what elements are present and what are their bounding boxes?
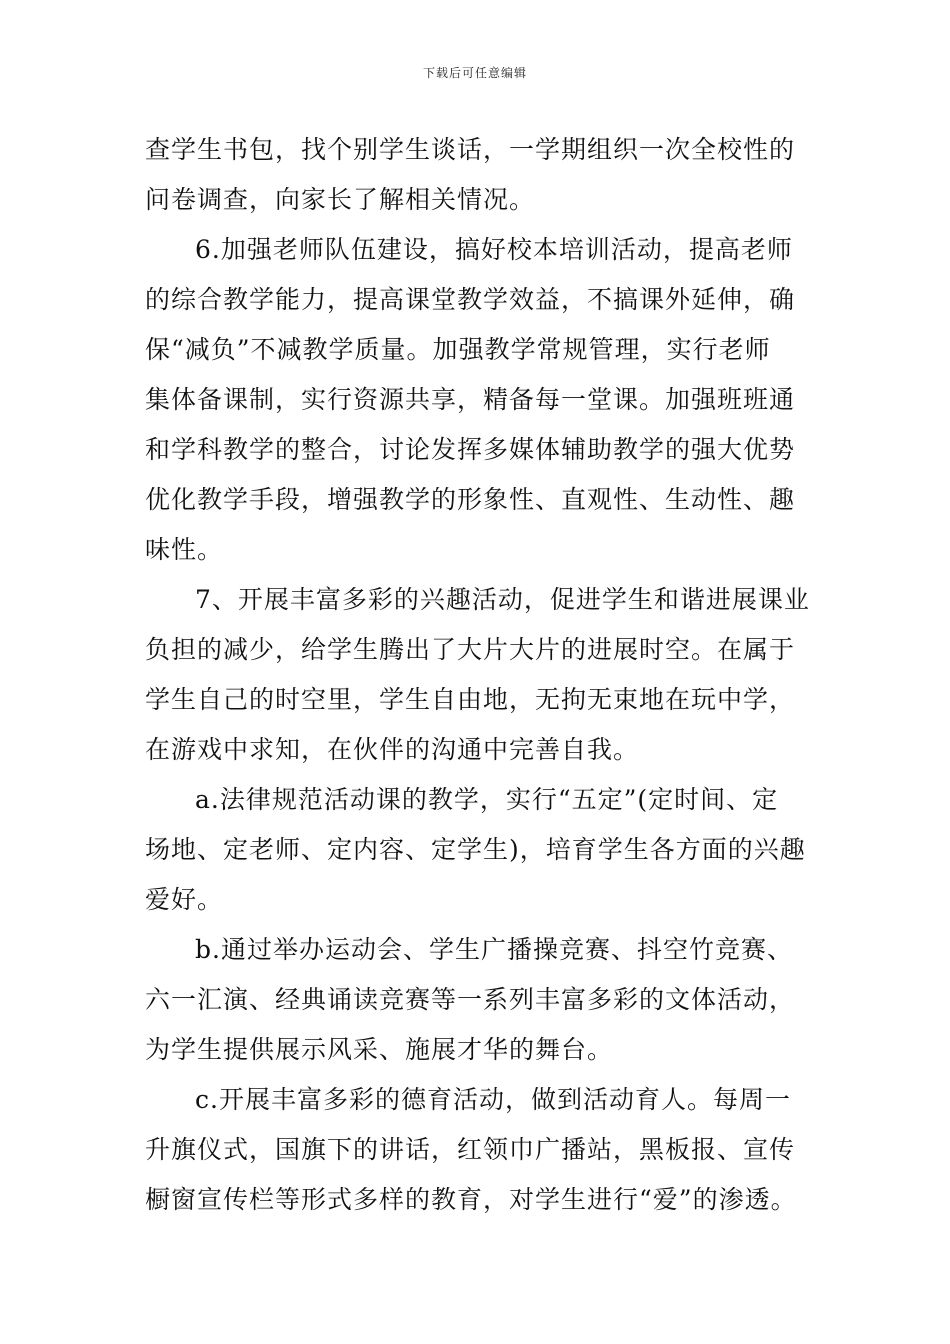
- text-line: 负担的减少，给学生腾出了大片大片的进展时空。在属于: [145, 635, 796, 664]
- text-line: 查学生书包，找个别学生谈话，一学期组织一次全校性的: [145, 135, 796, 164]
- text-line: 升旗仪式，国旗下的讲话，红领巾广播站，黑板报、宣传: [145, 1135, 796, 1164]
- text-line: 的综合教学能力，提高课堂教学效益，不搞课外延伸，确: [145, 285, 796, 314]
- text-line: 6.加强老师队伍建设，搞好校本培训活动，提高老师: [195, 235, 793, 264]
- text-line: 为学生提供展示风采、施展才华的舞台。: [145, 1035, 614, 1064]
- text-line: 集体备课制，实行资源共享，精备每一堂课。加强班班通: [145, 385, 796, 414]
- text-line: 学生自己的时空里，学生自由地，无拘无束地在玩中学，: [145, 685, 796, 714]
- text-line: 7、开展丰富多彩的兴趣活动，促进学生和谐进展课业: [195, 585, 810, 614]
- text-line: 六一汇演、经典诵读竞赛等一系列丰富多彩的文体活动，: [145, 985, 796, 1014]
- text-line: 在游戏中求知，在伙伴的沟通中完善自我。: [145, 735, 640, 764]
- text-line: 和学科教学的整合，讨论发挥多媒体辅助教学的强大优势: [145, 435, 796, 464]
- text-line: 爱好。: [145, 885, 224, 914]
- text-line: 保“减负”不减教学质量。加强教学常规管理，实行老师: [145, 335, 771, 364]
- page-header: 下载后可任意编辑: [422, 66, 527, 80]
- text-line: 场地、定老师、定内容、定学生)，培育学生各方面的兴趣: [145, 835, 806, 864]
- text-line: b.通过举办运动会、学生广播操竞赛、抖空竹竞赛、: [195, 935, 793, 964]
- text-line: c.开展丰富多彩的德育活动，做到活动育人。每周一: [195, 1085, 791, 1114]
- text-line: 橱窗宣传栏等形式多样的教育，对学生进行“爱”的渗透。: [145, 1185, 797, 1214]
- text-line: a.法律规范活动课的教学，实行“五定”(定时间、定: [195, 785, 779, 814]
- document-body: [145, 125, 815, 1225]
- text-line: 问卷调查，向家长了解相关情况。: [145, 185, 536, 214]
- text-line: 优化教学手段，增强教学的形象性、直观性、生动性、趣: [145, 485, 796, 514]
- text-line: 味性。: [145, 535, 224, 564]
